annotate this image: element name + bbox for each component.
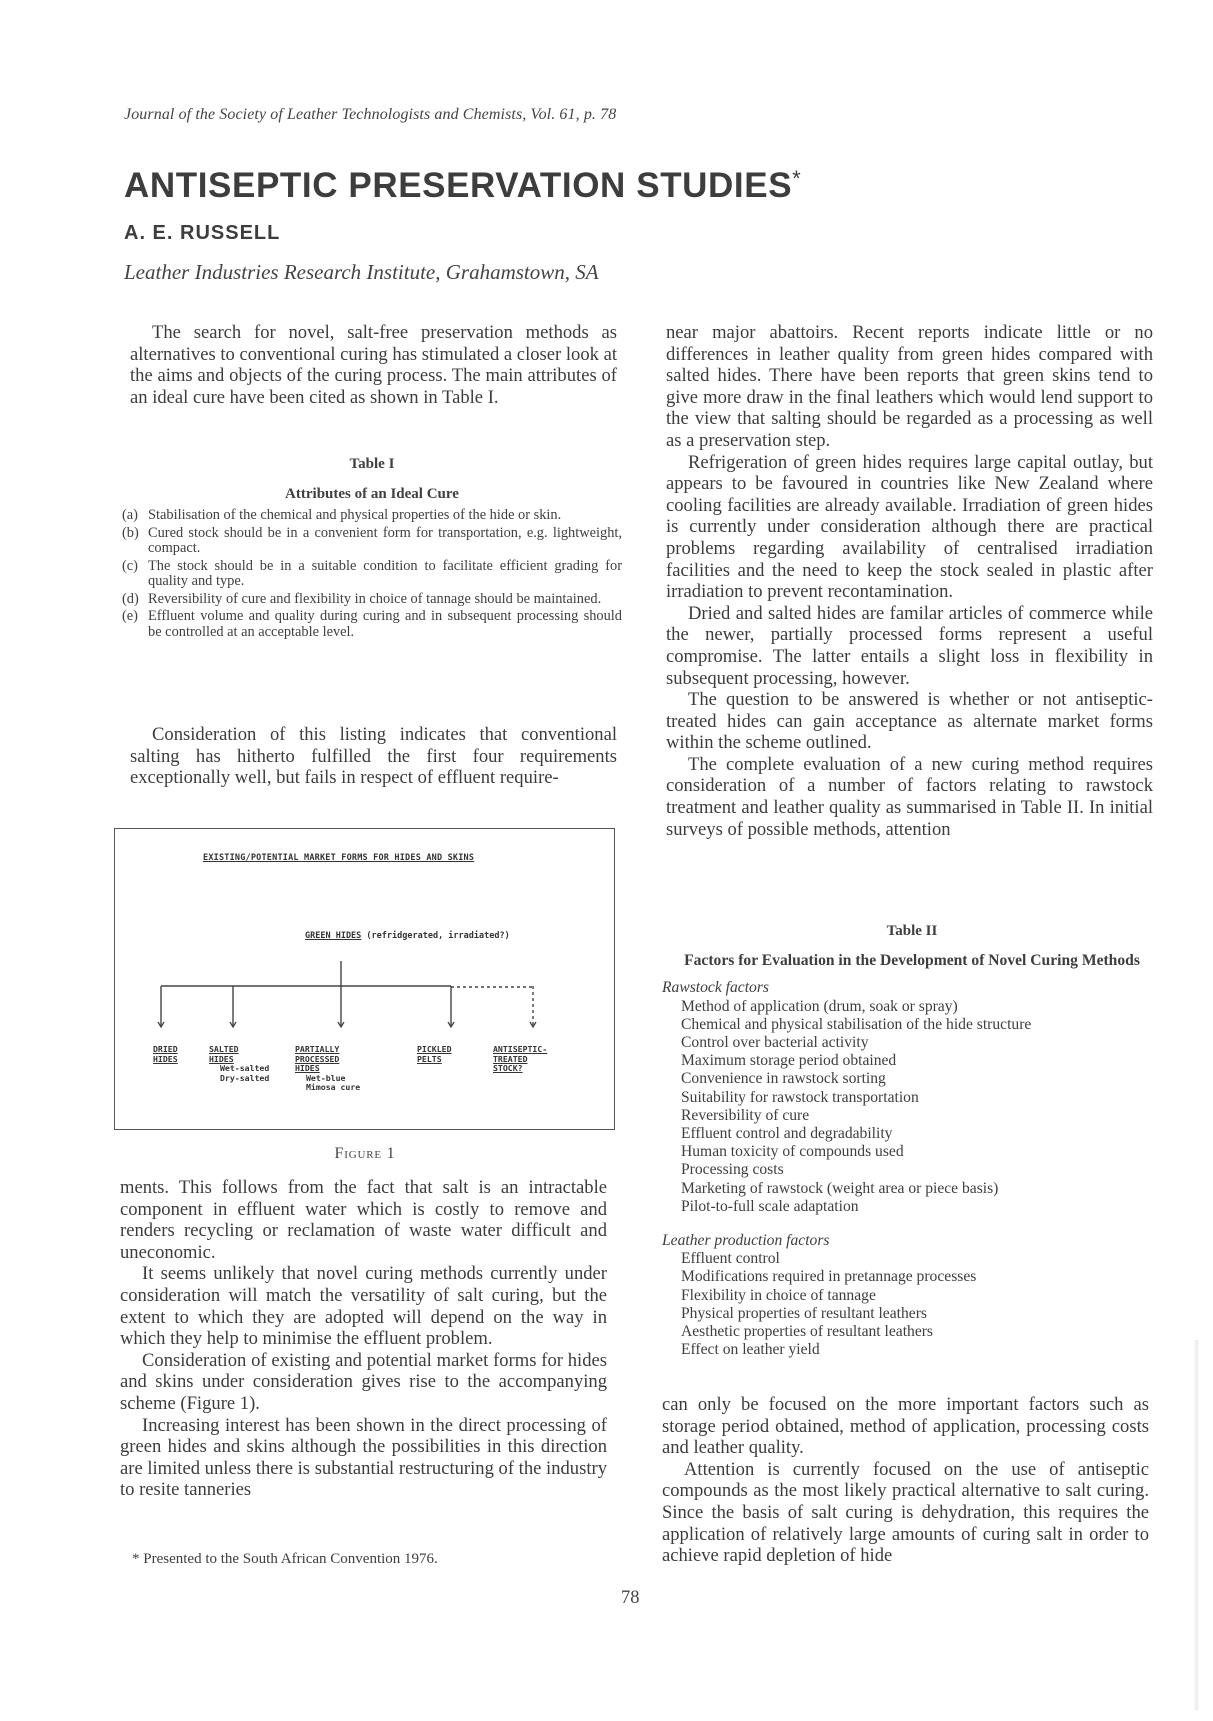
running-head: Journal of the Society of Leather Technologists and Chemists, Vol. 61, p. 78: [124, 106, 617, 123]
factor-group-title: Leather production factors: [662, 1232, 830, 1250]
market-form-node: [153, 1045, 178, 1064]
paragraph: The search for novel, salt-free preservation methods as alternatives to conventional curing has stimulated a closer look at the aims and objects of the curing process. The main attributes of an ideal cure have been cited as shown in Table I.: [130, 322, 617, 408]
node-label-line: TREATED: [493, 1053, 528, 1064]
right-column-after-table: [662, 1394, 1149, 1567]
factor-group: [662, 979, 1162, 1216]
market-form-node: [295, 1045, 339, 1074]
paragraph: Consideration of this listing indicates that conventional salting has hitherto fulfilled the first four requirements exceptionally well, but fails in respect of effluent require-: [130, 724, 617, 789]
paragraph: ments. This follows from the fact that salt is an intractable component in effluent water which is costly to remove and renders recycling or reclamation of waste water difficult and uneconomic.: [120, 1177, 607, 1263]
factor-item: Flexibility in choice of tannage: [681, 1286, 876, 1304]
table-1: [122, 457, 622, 642]
intro-section: [130, 322, 617, 408]
paragraph: Dried and salted hides are familar articles of commerce while the newer, partially processed forms represent a useful compromise. The latter entails a slight loss in flexibility in subsequent processing, however.: [666, 602, 1153, 689]
factor-item: Processing costs: [681, 1161, 784, 1179]
item-text: Effluent volume and quality during curing and in subsequent processing should be controlled at an acceptable level.: [148, 608, 622, 640]
factor-group-title: Rawstock factors: [662, 979, 769, 997]
factor-item: Physical properties of resultant leathers: [681, 1304, 927, 1322]
factor-item: Human toxicity of compounds used: [681, 1143, 904, 1161]
paragraph: near major abattoirs. Recent reports indicate little or no differences in leather quality from green hides compared with salted hides. There have been reports that green skins tend to give more draw in the final leathers which would lend support to the view that salting should be regarded as a processing as well as a preservation step.: [666, 322, 1153, 451]
node-label-line: HIDES: [209, 1053, 234, 1064]
factor-item: Reversibility of cure: [681, 1106, 810, 1124]
left-column-continuation: [130, 724, 617, 789]
item-label: (a): [122, 507, 138, 523]
table-2: [662, 922, 1162, 1359]
factor-item: Effect on leather yield: [681, 1341, 820, 1359]
node-label-line: SALTED: [209, 1044, 239, 1054]
factor-item: Convenience in rawstock sorting: [681, 1070, 886, 1088]
node-subtypes: [220, 1064, 269, 1083]
author-name: A. E. RUSSELL: [124, 222, 281, 244]
node-subtype: Wet-salted: [220, 1063, 270, 1073]
table-1-item: [122, 592, 622, 608]
node-label-line: PARTIALLY: [295, 1044, 340, 1054]
node-label-line: HIDES: [295, 1063, 320, 1073]
paragraph: It seems unlikely that novel curing methods currently under consideration will match the versatility of salt curing, but the extent to which they are adopted will depend on the way in which they help to minimise the effluent problem.: [120, 1263, 607, 1350]
node-label-line: HIDES: [153, 1053, 178, 1064]
node-label-line: PELTS: [417, 1053, 442, 1064]
factor-item: Pilot-to-full scale adaptation: [681, 1197, 859, 1215]
paragraph: Consideration of existing and potential market forms for hides and skins under consideration gives rise to the accompanying scheme (Figure 1).: [120, 1349, 607, 1414]
table-1-item: [122, 609, 622, 640]
factor-group: [662, 1232, 1162, 1359]
table-1-caption: Attributes of an Ideal Cure: [285, 485, 459, 502]
factor-item: Suitability for rawstock transportation: [681, 1088, 919, 1106]
factor-item: Maximum storage period obtained: [681, 1052, 897, 1070]
item-text: Cured stock should be in a convenient form for transportation, e.g. lightweight, compact.: [148, 524, 622, 556]
node-label-line: PROCESSED: [295, 1053, 340, 1064]
factor-item: Aesthetic properties of resultant leathers: [681, 1323, 934, 1341]
table-2-groups: [662, 979, 1162, 1359]
paragraph: Attention is currently focused on the use of antiseptic compounds as the most likely practical alternative to salt curing. Since the basis of salt curing is dehydration, this requires the application of relatively large amounts of curing salt in order to achieve rapid depletion of hide: [662, 1458, 1149, 1567]
item-text: The stock should be in a suitable condition to facilitate efficient grading for quality and type.: [148, 557, 622, 589]
table-2-caption: Factors for Evaluation in the Development of Novel Curing Methods: [684, 952, 1140, 970]
footnote: * Presented to the South African Convention 1976.: [132, 1551, 438, 1567]
factor-item: Chemical and physical stabilisation of the hide structure: [681, 1015, 1032, 1033]
factor-item: Marketing of rawstock (weight area or piece basis): [681, 1179, 999, 1197]
paragraph: The complete evaluation of a new curing method requires consideration of a number of factors relating to rawstock treatment and leather quality as summarised in Table II. In initial surveys of possible methods, attention: [666, 753, 1153, 840]
root-node-note: (refridgerated, irradiated?): [366, 931, 510, 941]
item-label: (b): [122, 524, 139, 541]
node-subtype: Mimosa cure: [306, 1082, 361, 1092]
item-text: Reversibility of cure and flexibility in choice of tannage should be maintained.: [148, 590, 602, 607]
root-node-label: GREEN HIDES: [305, 931, 362, 941]
node-subtype: Dry-salted: [220, 1072, 270, 1083]
factor-item: Method of application (drum, soak or spray): [681, 997, 958, 1015]
item-label: (e): [122, 608, 138, 624]
factor-item: Modifications required in pretannage processes: [681, 1268, 977, 1286]
title-footnote-marker: *: [792, 166, 802, 191]
article-title: [124, 166, 801, 206]
factor-item: Effluent control and degradability: [681, 1125, 893, 1143]
item-label: (d): [122, 590, 139, 607]
table-1-item: [122, 508, 622, 524]
page-number: 78: [621, 1588, 640, 1608]
paragraph: The question to be answered is whether or not antiseptic-treated hides can gain acceptance as alternate market forms within the scheme outlined.: [666, 689, 1153, 754]
market-form-node: [417, 1045, 452, 1064]
figure-1-diagram: [114, 828, 615, 1130]
figure-title: EXISTING/POTENTIAL MARKET FORMS FOR HIDES AND SKINS: [203, 853, 475, 863]
node-subtypes: [306, 1074, 360, 1093]
left-column-after-figure: [120, 1177, 607, 1501]
item-label: (c): [122, 557, 138, 574]
table-1-item: [122, 526, 622, 557]
table-1-item: [122, 559, 622, 590]
factor-item: Effluent control: [681, 1250, 780, 1268]
node-label-line: DRIED: [153, 1044, 178, 1054]
figure-caption: Figure 1: [334, 1145, 396, 1162]
node-label-line: ANTISEPTIC-: [493, 1044, 548, 1054]
flowchart-connectors: [115, 829, 614, 1129]
page-edge-shadow: [1194, 1340, 1199, 1710]
table-2-number: Table II: [886, 923, 938, 939]
market-form-node: [493, 1045, 547, 1074]
paragraph: Refrigeration of green hides requires large capital outlay, but appears to be favoured in countries like New Zealand where cooling facilities are already available. Irradiation of green hides is currently under consideration although there are practical problems regarding availability of centralised irradiation facilities and the need to keep the stock sealed in plastic after irradiation to prevent recontamination.: [666, 451, 1153, 603]
node-subtype: Wet-blue: [306, 1072, 346, 1083]
node-label-line: PICKLED: [417, 1044, 452, 1054]
table-1-number: Table I: [349, 456, 395, 472]
item-text: Stabilisation of the chemical and physical properties of the hide or skin.: [148, 507, 562, 523]
factor-item: Control over bacterial activity: [681, 1034, 869, 1052]
author-affiliation: Leather Industries Research Institute, Grahamstown, SA: [124, 260, 599, 284]
right-column: [666, 322, 1153, 840]
market-form-node: [209, 1045, 239, 1064]
paragraph: can only be focused on the more important factors such as storage period obtained, method of application, processing costs and leather quality.: [662, 1394, 1149, 1459]
table-1-items: [122, 508, 622, 640]
node-label-line: STOCK?: [493, 1063, 523, 1073]
article-title-text: ANTISEPTIC PRESERVATION STUDIES: [124, 166, 793, 205]
paragraph: Increasing interest has been shown in the direct processing of green hides and skins although the possibilities in this direction are limited unless there is substantial restructuring of the industry to resite tanneries: [120, 1414, 607, 1501]
